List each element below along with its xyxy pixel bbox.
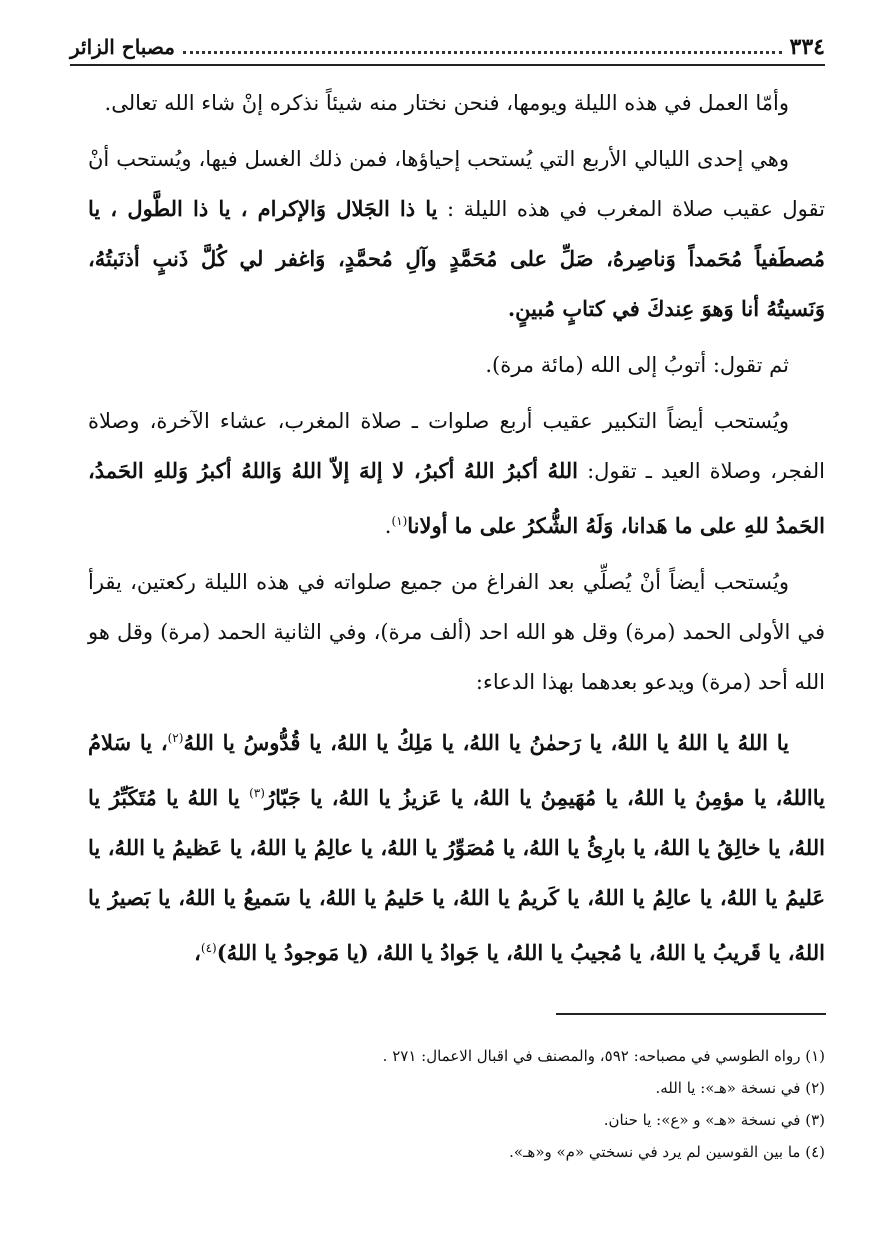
paragraph-prayer: ويُستحب أيضاً أنْ يُصلِّي بعد الفراغ من جميع صلواته في هذه الليلة ركعتين، يقرأ في الأولى الحمد (مرة) وقل هو الله احد (ألف مرة)، وفي الثانية الحمد (مرة) وقل هو الله أحد (مرة) ويدعو بعدهما بهذا الدعاء: — [88, 570, 825, 694]
footnote-1: (١) رواه الطوسي في مصباحه: ٥٩٢، والمصنف في اقبال الاعمال: ٢٧١ . — [382, 1047, 825, 1065]
footnote-4: (٤) ما بين القوسين لم يرد في نسختي «م» و«هـ». — [509, 1143, 825, 1161]
takbir-intro: ويُستحب أيضاً التكبير عقيب أربع صلوات ـ صلاة المغرب، عشاء الآخرة، وصلاة الفجر، وصلاة العيد ـ تقول: — [88, 409, 825, 483]
names-dua-part-2: ، يا سَلامُ يااللهُ، يا مؤمِنُ يا اللهُ، يا مُهَيمِنُ يا اللهُ، يا عَزيزُ يا اللهُ، يا جَبّارُ — [88, 730, 825, 810]
footnote-3: (٣) في نسخة «هـ» و «ع»: يا حنان. — [603, 1111, 825, 1129]
paragraph-tawba: ثم تقول: أتوبُ إلى الله (مائة مرة). — [485, 353, 789, 377]
footnote-mark-4: (٤) — [200, 941, 217, 955]
paragraph-intro: وأمّا العمل في هذه الليلة ويومها، فنحن نختار منه شيئاً نذكره إنْ شاء الله تعالى. — [104, 91, 789, 115]
main-text — [88, 78, 825, 984]
paragraph-takbir: ويُستحب أيضاً التكبير عقيب أربع صلوات ـ صلاة المغرب، عشاء الآخرة، وصلاة الفجر، وصلاة العيد ـ تقول: اللهُ أكبرُ اللهُ أكبرُ، لا إلهَ إلاّ اللهُ وَاللهُ أكبرُ وَللهِ الحَمدُ، الحَمدُ للهِ على ما هَدانا، وَلَهُ الشُّكرُ على ما أولانا$^{(١)}$. — [88, 409, 825, 538]
names-dua-part-3: يا اللهُ يا مُتَكَبِّرُ يا اللهُ، يا خالِقُ يا اللهُ، يا بارِئُ يا اللهُ، يا مُصَوِّرُ يا اللهُ، يا عالِمُ يا اللهُ، يا عَظيمُ يا اللهُ، يا عَليمُ يا اللهُ، يا عالِمُ يا اللهُ، يا كَريمُ يا اللهُ، يا حَليمُ يا اللهُ، يا سَميعُ يا اللهُ، يا بَصيرُ يا اللهُ، يا قَريبُ يا اللهُ، يا مُجيبُ يا اللهُ، يا جَوادُ يا اللهُ، (يا مَوجودُ يا اللهُ) — [88, 785, 825, 965]
running-header — [70, 30, 825, 66]
page-number: ٣٣٤ — [789, 34, 825, 60]
footnote-mark-1: (١) — [391, 514, 408, 528]
book-title: مصباح الزائر — [70, 35, 175, 59]
ghusl-text: وهي إحدى الليالي الأربع التي يُستحب إحياؤها، فمن ذلك الغسل فيها، ويُستحب أنْ تقول عقيب صلاة المغرب في هذه الليلة : — [88, 147, 825, 221]
names-dua-part-1: يا اللهُ يا اللهُ يا اللهُ، يا رَحمٰنُ يا اللهُ، يا مَلِكُ يا اللهُ، يا قُدُّوسُ يا اللهُ — [183, 730, 789, 755]
footnote-separator — [556, 1013, 826, 1015]
footnote-mark-2: (٢) — [167, 731, 184, 745]
footnote-2: (٢) في نسخة «هـ»: يا الله. — [655, 1079, 825, 1097]
footnotes — [88, 1040, 825, 1168]
header-dot-leader — [183, 33, 782, 54]
paragraph-ghusl — [88, 134, 825, 334]
takbir-text: اللهُ أكبرُ اللهُ أكبرُ، لا إلهَ إلاّ اللهُ وَاللهُ أكبرُ وَللهِ الحَمدُ، الحَمدُ للهِ على ما هَدانا، وَلَهُ الشُّكرُ على ما أولانا — [88, 458, 825, 538]
paragraph-names-dua: يا اللهُ يا اللهُ يا اللهُ، يا رَحمٰنُ يا اللهُ، يا مَلِكُ يا اللهُ، يا قُدُّوسُ يا اللهُ$^{(٢)}$، يا سَلامُ يااللهُ، يا مؤمِنُ يا اللهُ، يا مُهَيمِنُ يا اللهُ، يا عَزيزُ يا اللهُ، يا جَبّارُ$^{(٣)}$ يا اللهُ يا مُتَكَبِّرُ يا اللهُ، يا خالِقُ يا اللهُ، يا بارِئُ يا اللهُ، يا مُصَوِّرُ يا اللهُ، يا عالِمُ يا اللهُ، يا عَظيمُ يا اللهُ، يا عَليمُ يا اللهُ، يا عالِمُ يا اللهُ، يا كَريمُ يا اللهُ، يا حَليمُ يا اللهُ، يا سَميعُ يا اللهُ، يا بَصيرُ يا اللهُ، يا قَريبُ يا اللهُ، يا مُجيبُ يا اللهُ، يا جَوادُ يا اللهُ، (يا مَوجودُ يا اللهُ)$^{(٤)}$، — [88, 730, 825, 965]
dua-jalal: يا ذا الجَلال وَالإكرام ، يا ذا الطَّول ، يا مُصطَفياً مُحَمداً وَناصِرهُ، صَلِّ على مُحَمَّدٍ وآلِ مُحمَّدٍ، وَاغفر لي كُلَّ ذَنبٍ أذنَبتُهُ، وَنَسيتُهُ أنا وَهوَ عِندكَ في كتابٍ مُبينٍ. — [88, 196, 825, 321]
footnote-mark-3: (٣) — [249, 786, 265, 800]
